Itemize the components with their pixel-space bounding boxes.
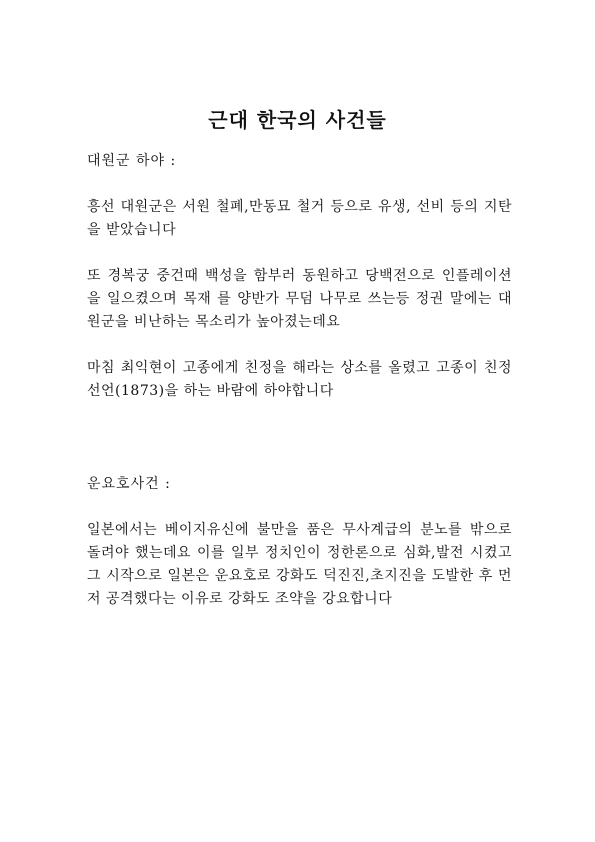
paragraph: 흥선 대원군은 서원 철폐,만동묘 철거 등으로 유생, 선비 등의 지탄을 받았습니다: [87, 199, 512, 238]
paragraph: 일본에서는 베이지유신에 불만을 품은 무사계급의 분노를 밖으로 돌려야 했는데요 이를 일부 정치인이 정한론으로 심화,발전 시켰고 그 시작으로 일본은 운요호로 강화도 덕진진,초지진을 도발한 후 먼저 공격했다는 이유로 강화도 조약을 강요합니다: [87, 522, 512, 607]
section-daewongun: [87, 150, 512, 403]
document-title: 근대 한국의 사건들: [208, 108, 387, 132]
document-body: [87, 150, 512, 611]
paragraph: 마침 최익현이 고종에게 친정을 해라는 상소를 올렸고 고종이 친정선언(1873)을 하는 바람에 하야합니다: [87, 360, 512, 399]
section-heading: 대원군 하야 :: [87, 153, 177, 169]
section-unyoho: [87, 473, 512, 611]
section-heading: 운요호사건 :: [87, 476, 171, 492]
paragraph: 또 경복궁 중건때 백성을 함부러 동원하고 당백전으로 인플레이션을 일으켰으며 목재 를 양반가 무덤 나무로 쓰는등 정권 말에는 대원군을 비난하는 목소리가 높아졌는데요: [87, 268, 512, 330]
